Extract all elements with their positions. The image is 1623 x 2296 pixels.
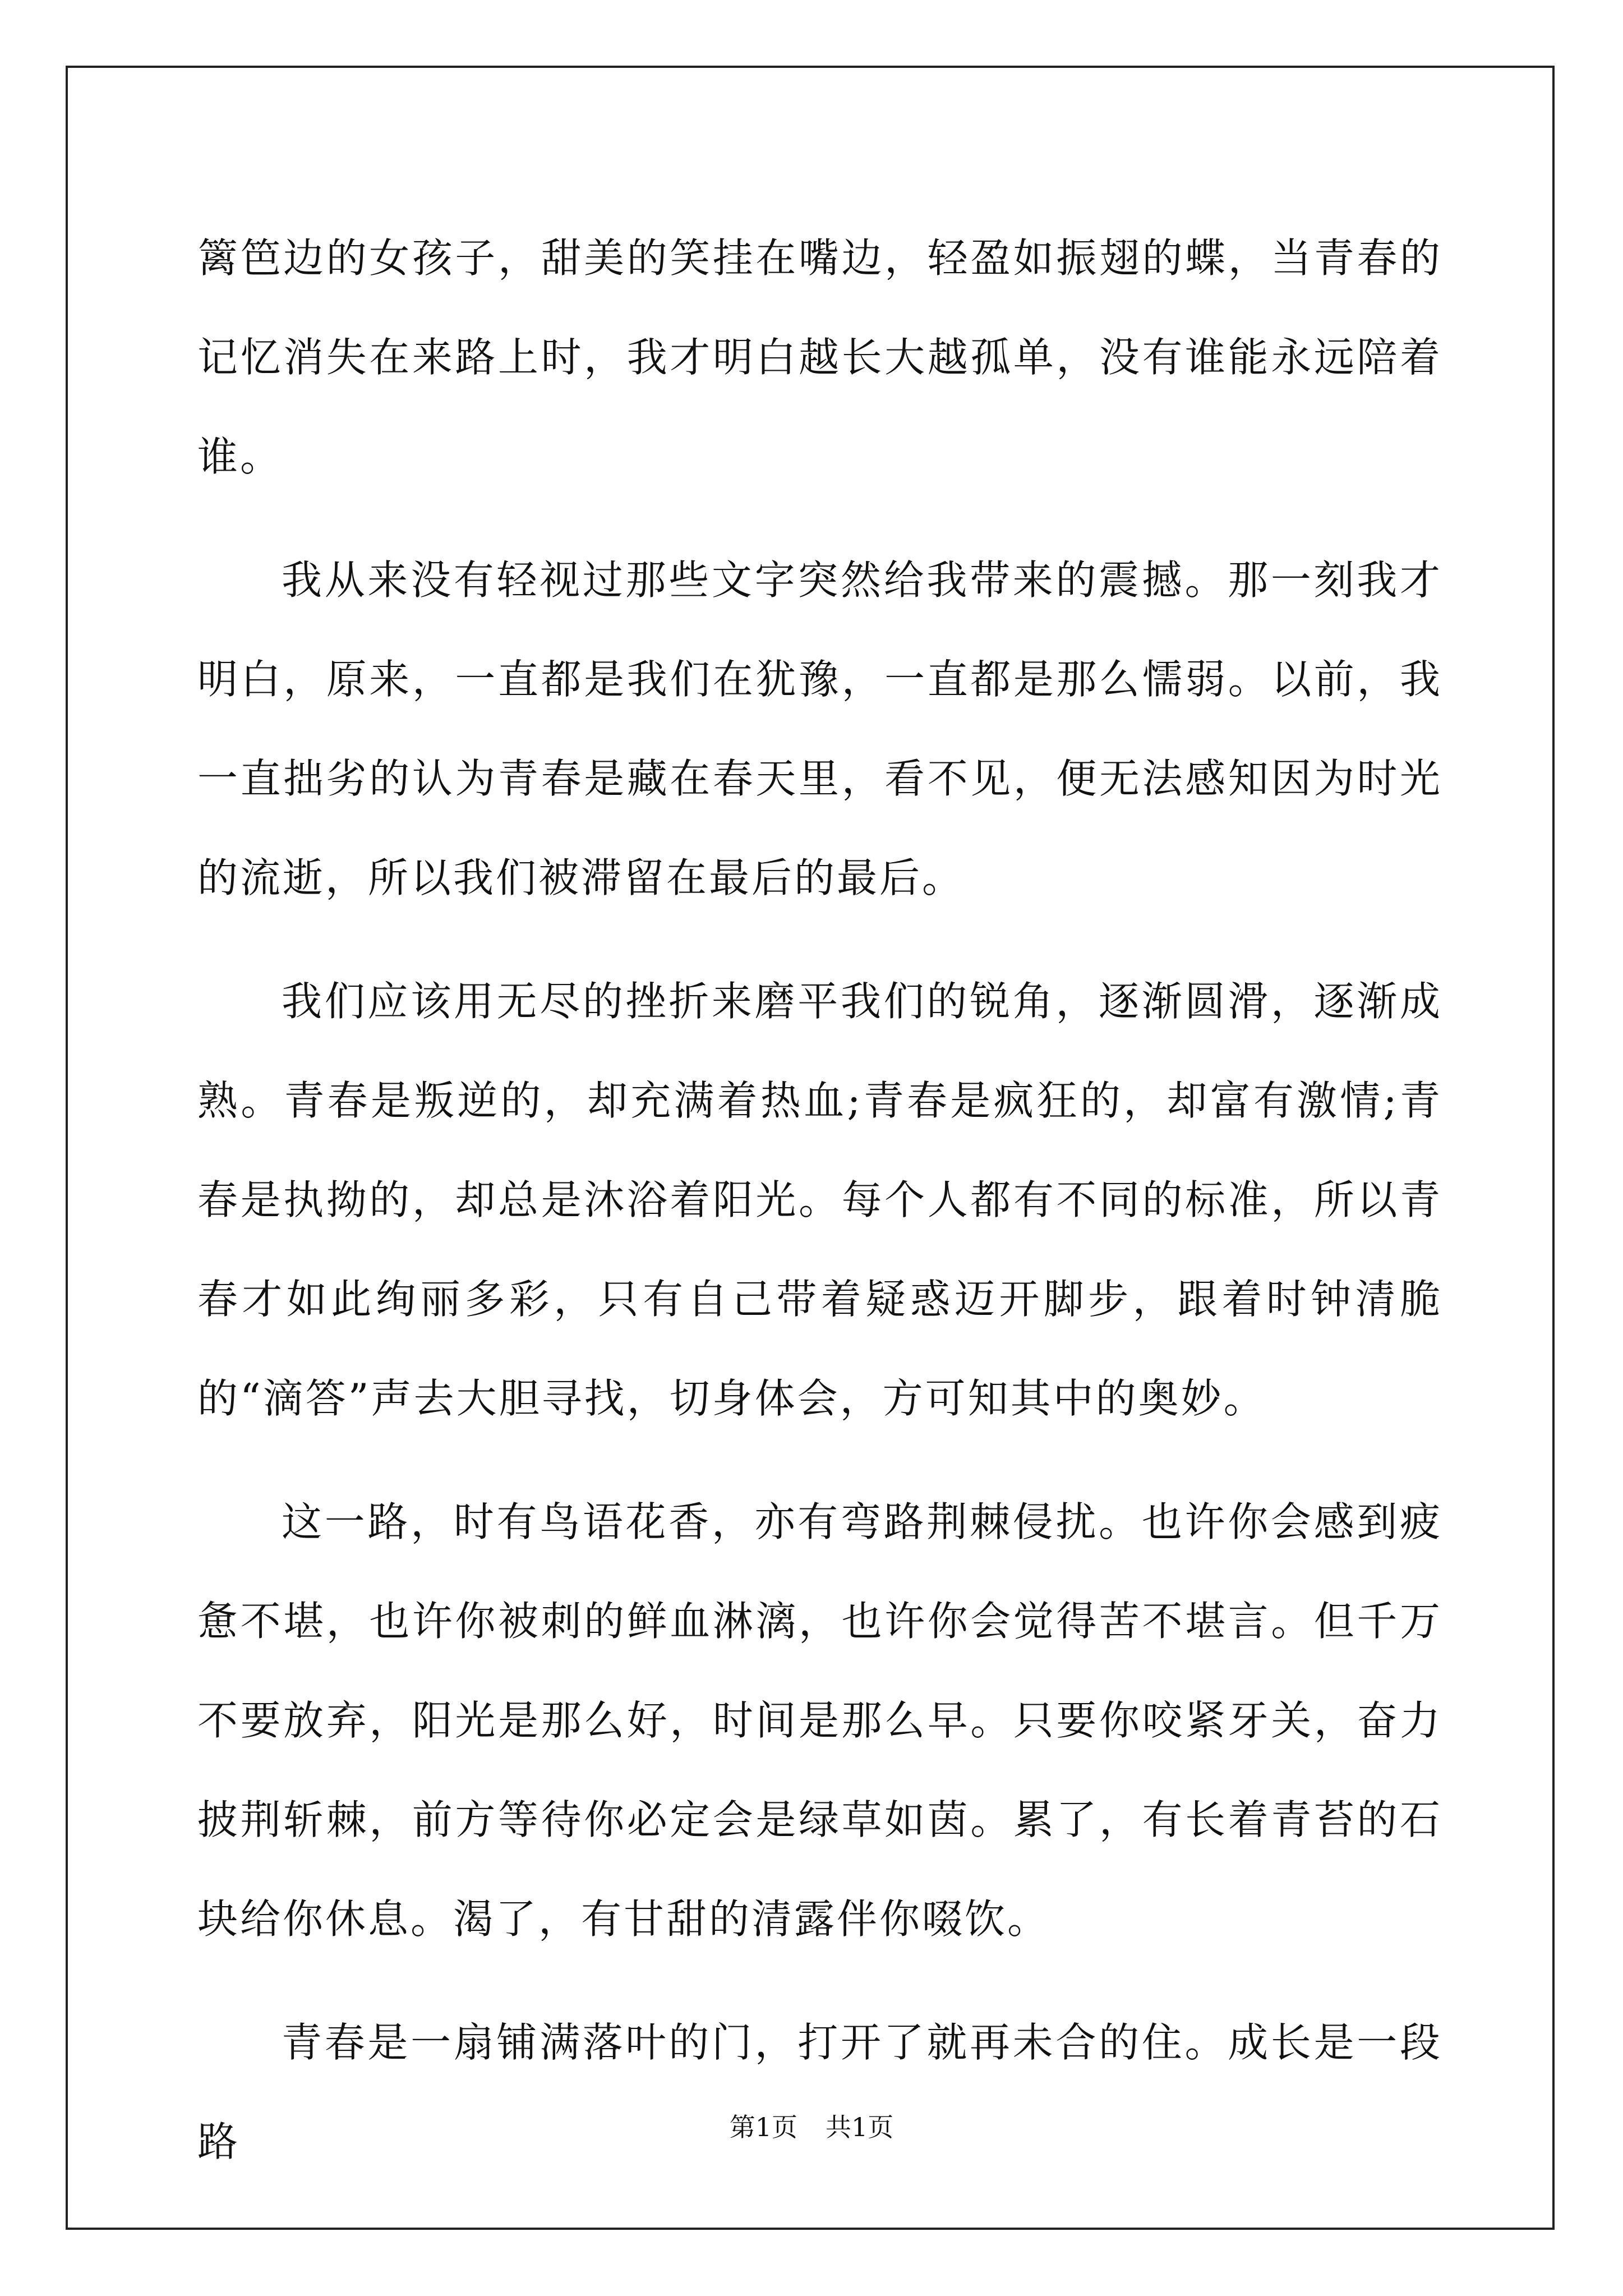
page-number-current: 第1页	[729, 2112, 797, 2142]
paragraph-2: 我从来没有轻视过那些文字突然给我带来的震撼。那一刻我才明白，原来，一直都是我们在犹豫，一直都是那么懦弱。以前，我一直拙劣的认为青春是藏在春天里，看不见，便无法感知因为时光的流逝，所以我们被滞留在最后的最后。	[197, 556, 1442, 901]
page-number-total: 共1页	[826, 2112, 894, 2142]
paragraph-3: 我们应该用无尽的挫折来磨平我们的锐角，逐渐圆滑，逐渐成熟。青春是叛逆的，却充满着热血;青春是疯狂的，却富有激情;青春是执拗的，却总是沐浴着阳光。每个人都有不同的标准，所以青春才如此绚丽多彩，只有自己带着疑惑迈开脚步，跟着时钟清脆的“滴答”声去大胆寻找，切身体会，方可知其中的奥妙。	[197, 978, 1442, 1422]
page-footer	[0, 2110, 1623, 2144]
paragraph-5: 青春是一扇铺满落叶的门，打开了就再未合的住。成长是一段路	[197, 2019, 1442, 2165]
paragraph-4: 这一路，时有鸟语花香，亦有弯路荆棘侵扰。也许你会感到疲惫不堪，也许你被刺的鲜血淋漓，也许你会觉得苦不堪言。但千万不要放弃，阳光是那么好，时间是那么早。只要你咬紧牙关，奋力披荆斩棘，前方等待你必定会是绿草如茵。累了，有长着青苔的石块给你休息。渴了，有甘甜的清露伴你啜饮。	[197, 1498, 1442, 1943]
document-body	[197, 209, 1442, 2216]
paragraph-1: 篱笆边的女孩子，甜美的笑挂在嘴边，轻盈如振翅的蝶，当青春的记忆消失在来路上时，我才明白越长大越孤单，没有谁能永远陪着谁。	[197, 234, 1442, 480]
